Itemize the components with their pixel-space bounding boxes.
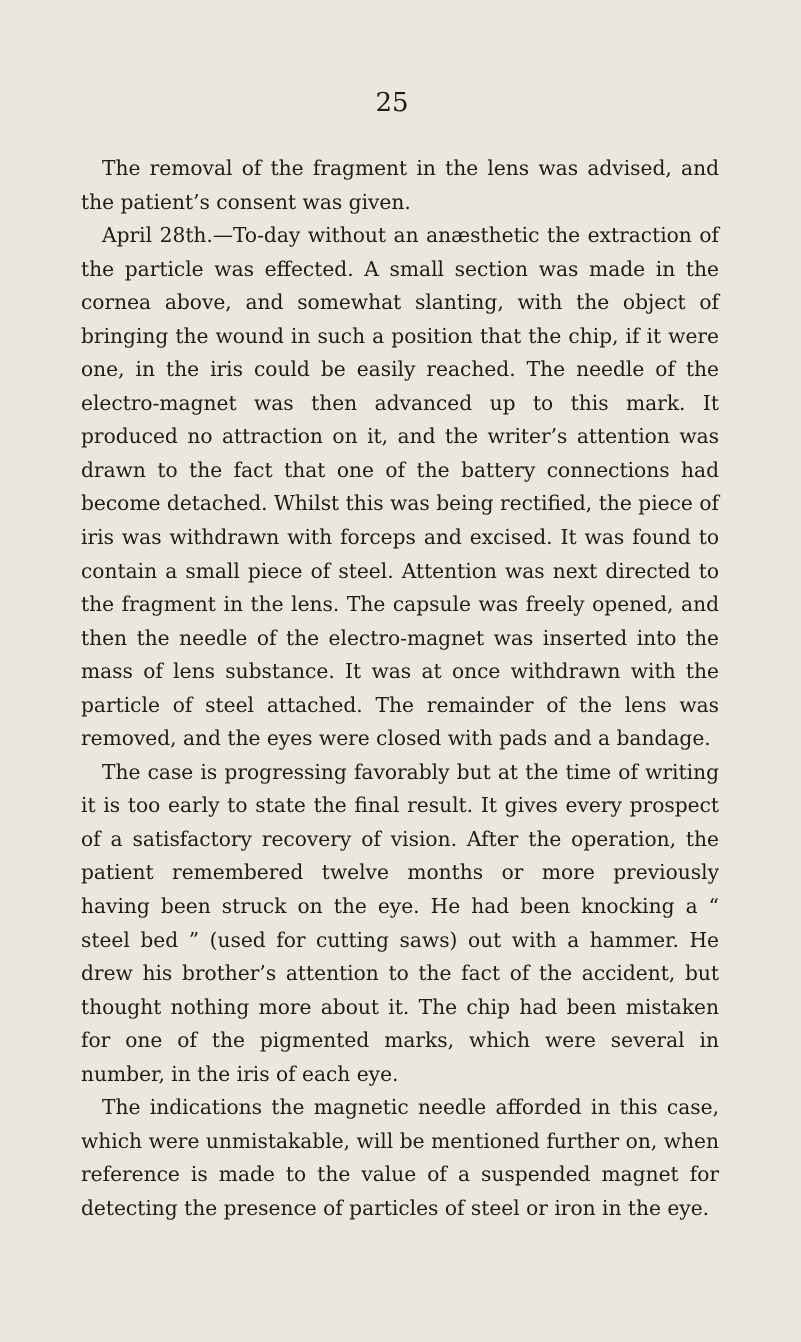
paragraph-removal-advised: The removal of the fragment in the lens was advised, and the patient’s consent was given. [81, 156, 719, 214]
paragraph-april-28th-operation: April 28th.—To-day without an anæsthetic the extraction of the particle was effected. A small section was made in the cornea above, and somewhat slanting, with the object of bringing the wound in such a position that the chip, if it were one, in the iris could be easily reached. The needle of the electro-magnet was then advanced up to this mark. It produced no attraction on it, and the writer’s attention was drawn to the fact that one of the battery connections had become detached. Whilst this was being rectified, the piece of iris was withdrawn with forceps and excised. It was found to contain a small piece of steel. Attention was next directed to the fragment in the lens. The capsule was freely opened, and then the needle of the electro-magnet was inserted into the mass of lens substance. It was at once withdrawn with the particle of steel attached. The remainder of the lens was removed, and the eyes were closed with pads and a bandage. [81, 223, 719, 751]
page-number: 25 [375, 88, 409, 118]
body-text [81, 152, 719, 1226]
paragraph-case-progress: The case is progressing favorably but at the time of writing it is too early to state the final result. It gives every prospect of a satisfactory recovery of vision. After the operation, the patient remembered twelve months or more previously having been struck on the eye. He had been knocking a “ steel bed ” (used for cutting saws) out with a hammer. He drew his brother’s attention to the fact of the accident, but thought nothing more about it. The chip had been mistaken for one of the pigmented marks, which were several in number, in the iris of each eye. [81, 759, 719, 1086]
paragraph-magnetic-needle-indications: The indications the magnetic needle afforded in this case, which were unmistakable, will be mentioned further on, when reference is made to the value of a suspended magnet for detecting the presence of particles of steel or iron in the eye. [81, 1095, 719, 1220]
